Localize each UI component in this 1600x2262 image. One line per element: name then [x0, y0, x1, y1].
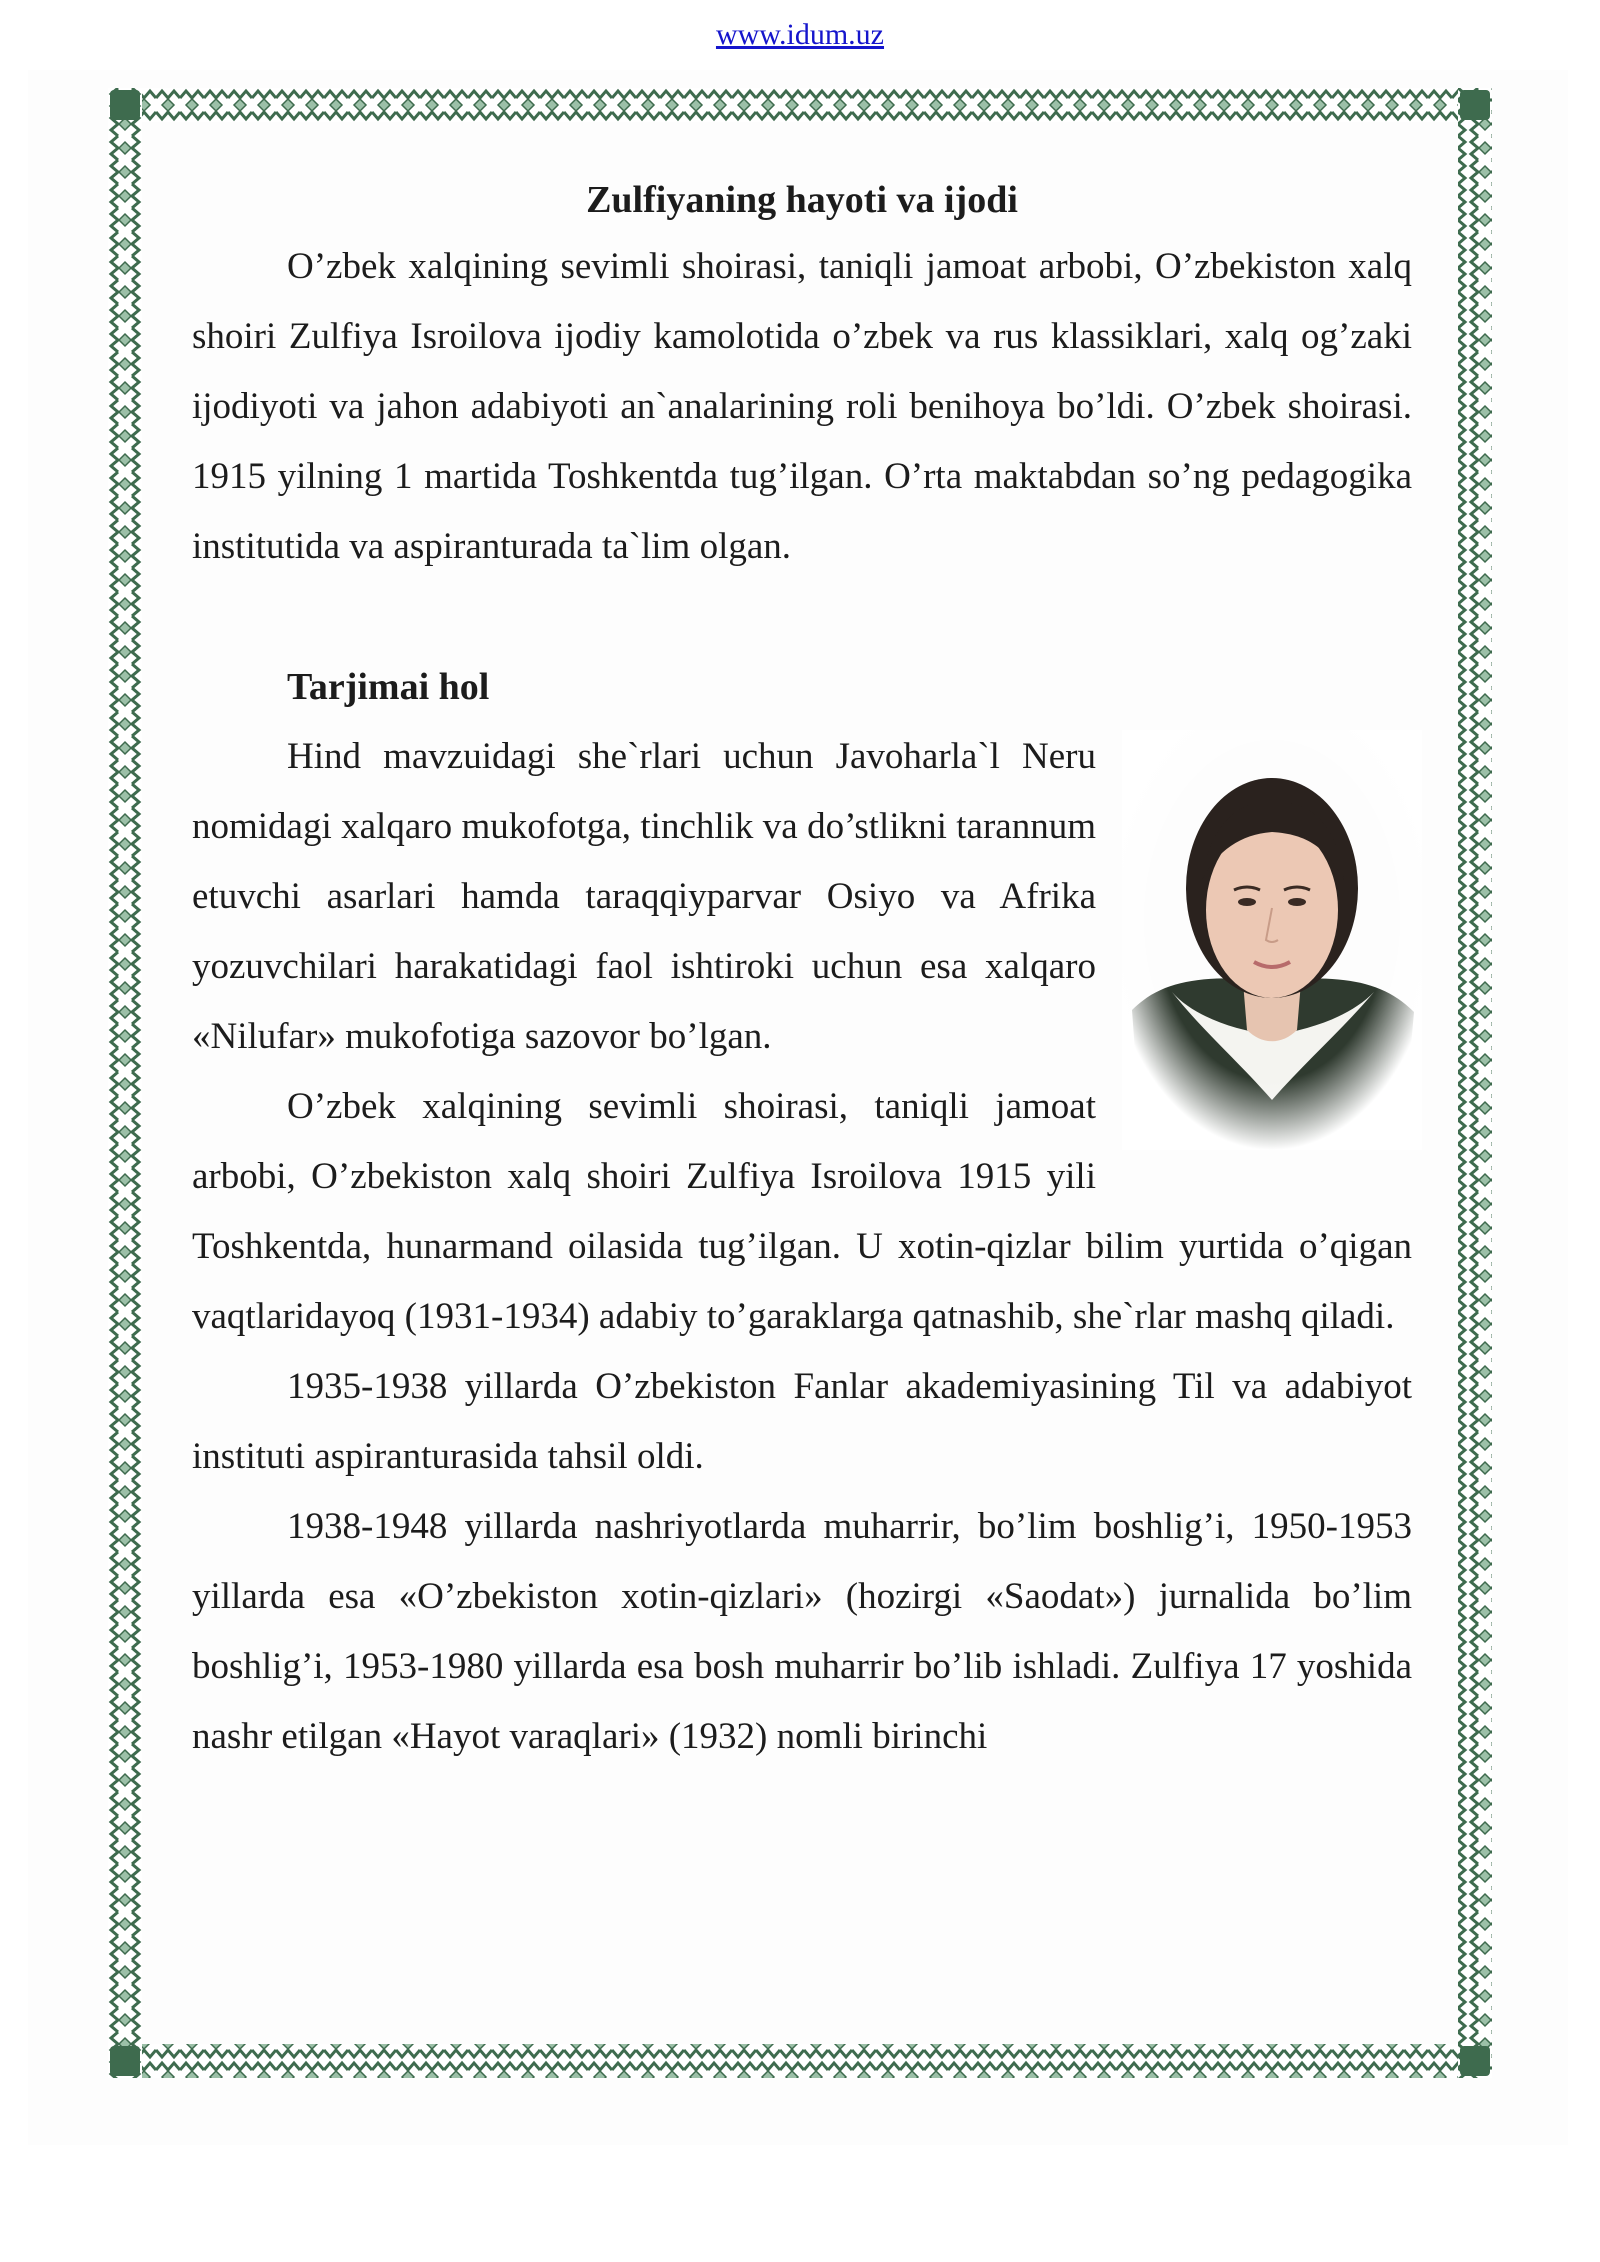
body-paragraph: O’zbek xalqining sevimli shoirasi, taniqli jamoat arbobi, O’zbekiston xalq shoiri Zulfiya Isroilova 1915 yili Toshkentda, hunarmand oilasida tug’ilgan. U xotin-qizlar bilim yurtida o’qigan vaqtlaridayoq (1931-1934) adabiy to’garaklarga qatnashib, she`rlar mashq qiladi.: [192, 1086, 1412, 1337]
portrait-photo: [1122, 730, 1422, 1150]
body-paragraph: 1938-1948 yillarda nashriyotlarda muharrir, bo’lim boshlig’i, 1950-1953 yillarda esa «O’zbekiston xotin-qizlari» (hozirgi «Saodat») jurnalida bo’lim boshlig’i, 1953-1980 yillarda esa bosh muharrir bo’lib ishladi. Zulfiya 17 yoshida nashr etilgan «Hayot varaqlari» (1932) nomli birinchi: [192, 1506, 1412, 1757]
body-paragraph: 1935-1938 yillarda O’zbekiston Fanlar akademiyasining Til va adabiyot instituti aspiranturasida tahsil oldi.: [192, 1366, 1412, 1477]
section-title: Tarjimai hol: [287, 666, 490, 708]
body-paragraph: Hind mavzuidagi she`rlari uchun Javoharla`l Neru nomidagi xalqaro mukofotga, tinchlik va do’stlikni tarannum etuvchi asarlari hamda taraqqiyparvar Osiyo va Afrika yozuvchilari harakatidagi faol ishtiroki uchun esa xalqaro «Nilufar» mukofotiga sazovor bo’lgan.: [192, 736, 1096, 1057]
document-title: Zulfiyaning hayoti va ijodi: [586, 179, 1018, 221]
intro-paragraph: O’zbek xalqining sevimli shoirasi, taniqli jamoat arbobi, O’zbekiston xalq shoiri Zulfiya Isroilova ijodiy kamolotida o’zbek va rus klassiklari, xalq og’zaki ijodiyoti va jahon adabiyoti an`analarining roli benihoya bo’ldi. O’zbek shoirasi. 1915 yilning 1 martida Toshkentda tug’ilgan. O’rta maktabdan so’ng pedagogika institutida va aspiranturada ta`lim olgan.: [192, 246, 1412, 567]
document-content: [192, 170, 1412, 1772]
site-link[interactable]: www.idum.uz: [715, 18, 885, 51]
